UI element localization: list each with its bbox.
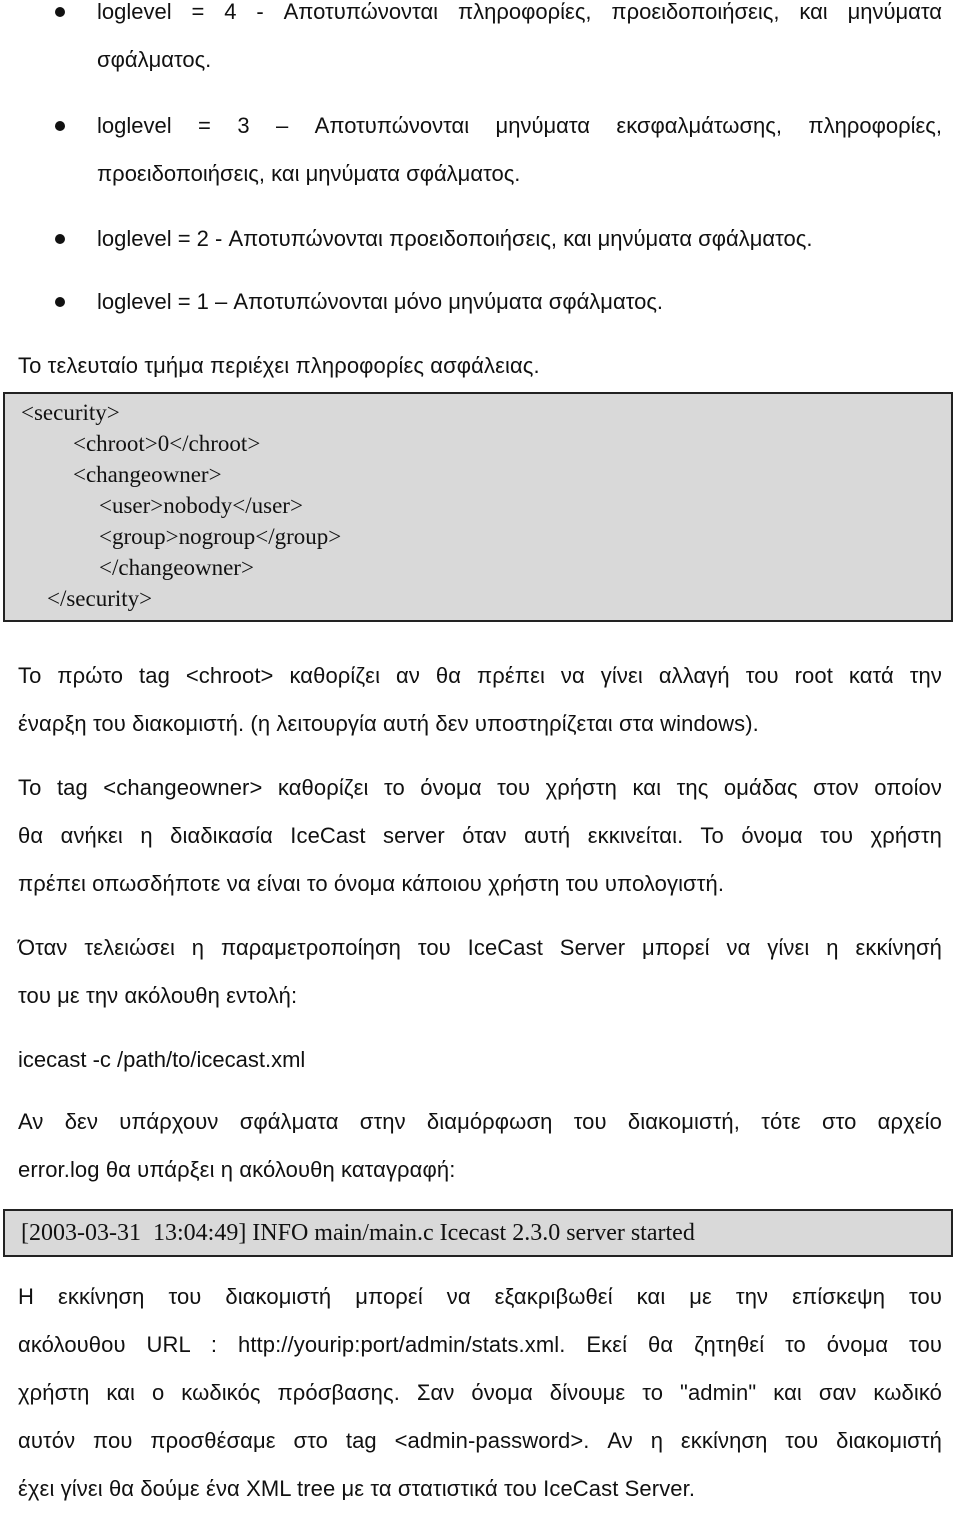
verify-line5: έχει γίνει θα δούμε ένα XML tree με τα στατιστικά του IceCast Server.	[18, 1476, 696, 1501]
loglevel-3-line1: loglevel = 3 – Αποτυπώνονται μηνύματα εκσφαλμάτωσης, πληροφορίες,	[97, 113, 942, 138]
code-line-security-close: </security>	[47, 586, 153, 611]
verify-line1: Η εκκίνηση του διακομιστή μπορεί να εξακριβωθεί και με την επίσκεψη του	[18, 1284, 942, 1309]
security-code-block	[3, 392, 953, 622]
bullet-dot-icon	[55, 234, 65, 244]
verify-line3: χρήστη και ο κωδικός πρόσβασης. Σαν όνομα δίνουμε το "admin" και σαν κωδικό	[18, 1380, 942, 1405]
changeowner-line2: θα ανήκει η διαδικασία IceCast server όταν αυτή εκκινείται. Το όνομα του χρήστη	[18, 823, 942, 848]
verify-paragraph	[18, 1273, 942, 1513]
chroot-line1: Το πρώτο tag <chroot> καθορίζει αν θα πρέπει να γίνει αλλαγή του root κατά την	[18, 663, 942, 688]
code-line-changeowner-open: <changeowner>	[73, 462, 222, 487]
code-line-group: <group>nogroup</group>	[99, 524, 342, 549]
chroot-line2: έναρξη του διακομιστή. (η λειτουργία αυτή δεν υποστηρίζεται στα windows).	[18, 711, 759, 736]
errorlog-line1: Αν δεν υπάρχουν σφάλματα στην διαμόρφωση του διακομιστή, τότε στο αρχείο	[18, 1109, 942, 1134]
loglevel-1-item	[0, 278, 960, 326]
errorlog-paragraph	[18, 1098, 942, 1194]
changeowner-paragraph	[18, 764, 942, 908]
loglevel-1-line1: loglevel = 1 – Αποτυπώνονται μόνο μηνύματα σφάλματος.	[97, 289, 664, 314]
start-line1: Όταν τελειώσει η παραμετροποίηση του IceCast Server μπορεί να γίνει η εκκίνησή	[18, 935, 942, 960]
verify-line2: ακόλουθου URL : http://yourip:port/admin/stats.xml. Εκεί θα ζητηθεί το όνομα του	[18, 1332, 942, 1357]
chroot-paragraph	[18, 652, 942, 748]
bullet-dot-icon	[55, 7, 65, 17]
bullet-dot-icon	[55, 297, 65, 307]
code-line-user: <user>nobody</user>	[99, 493, 303, 518]
loglevel-2-item	[0, 215, 960, 263]
loglevel-4-item	[0, 0, 960, 84]
security-intro-paragraph: Το τελευταίο τμήμα περιέχει πληροφορίες ασφάλειας.	[18, 353, 540, 378]
command-text: icecast -c /path/to/icecast.xml	[18, 1047, 306, 1072]
loglevel-3-line2: προειδοποιήσεις, και μηνύματα σφάλματος.	[97, 161, 521, 186]
loglevel-4-line1: loglevel = 4 - Αποτυπώνονται πληροφορίες, προειδοποιήσεις, και μηνύματα	[97, 0, 942, 24]
code-line-changeowner-close: </changeowner>	[99, 555, 254, 580]
log-output-block: [2003-03-31 13:04:49] INFO main/main.c Icecast 2.3.0 server started	[3, 1209, 953, 1257]
verify-line4: αυτόν που προσθέσαμε στο tag <admin-password>. Αν η εκκίνηση του διακομιστή	[18, 1428, 942, 1453]
bullet-dot-icon	[55, 121, 65, 131]
errorlog-line2: error.log θα υπάρξει η ακόλουθη καταγραφή:	[18, 1157, 456, 1182]
loglevel-2-line1: loglevel = 2 - Αποτυπώνονται προειδοποιήσεις, και μηνύματα σφάλματος.	[97, 226, 813, 251]
code-line-chroot: <chroot>0</chroot>	[73, 431, 261, 456]
start-line2: του με την ακόλουθη εντολή:	[18, 983, 298, 1008]
changeowner-line1: Το tag <changeowner> καθορίζει το όνομα του χρήστη και της ομάδας στον οποίον	[18, 775, 942, 800]
start-paragraph	[18, 924, 942, 1020]
loglevel-3-item	[0, 102, 960, 198]
changeowner-line3: πρέπει οπωσδήποτε να είναι το όνομα κάποιου χρήστη του υπολογιστή.	[18, 871, 725, 896]
code-line-security-open: <security>	[21, 400, 120, 425]
loglevel-4-line2: σφάλματος.	[97, 47, 212, 72]
